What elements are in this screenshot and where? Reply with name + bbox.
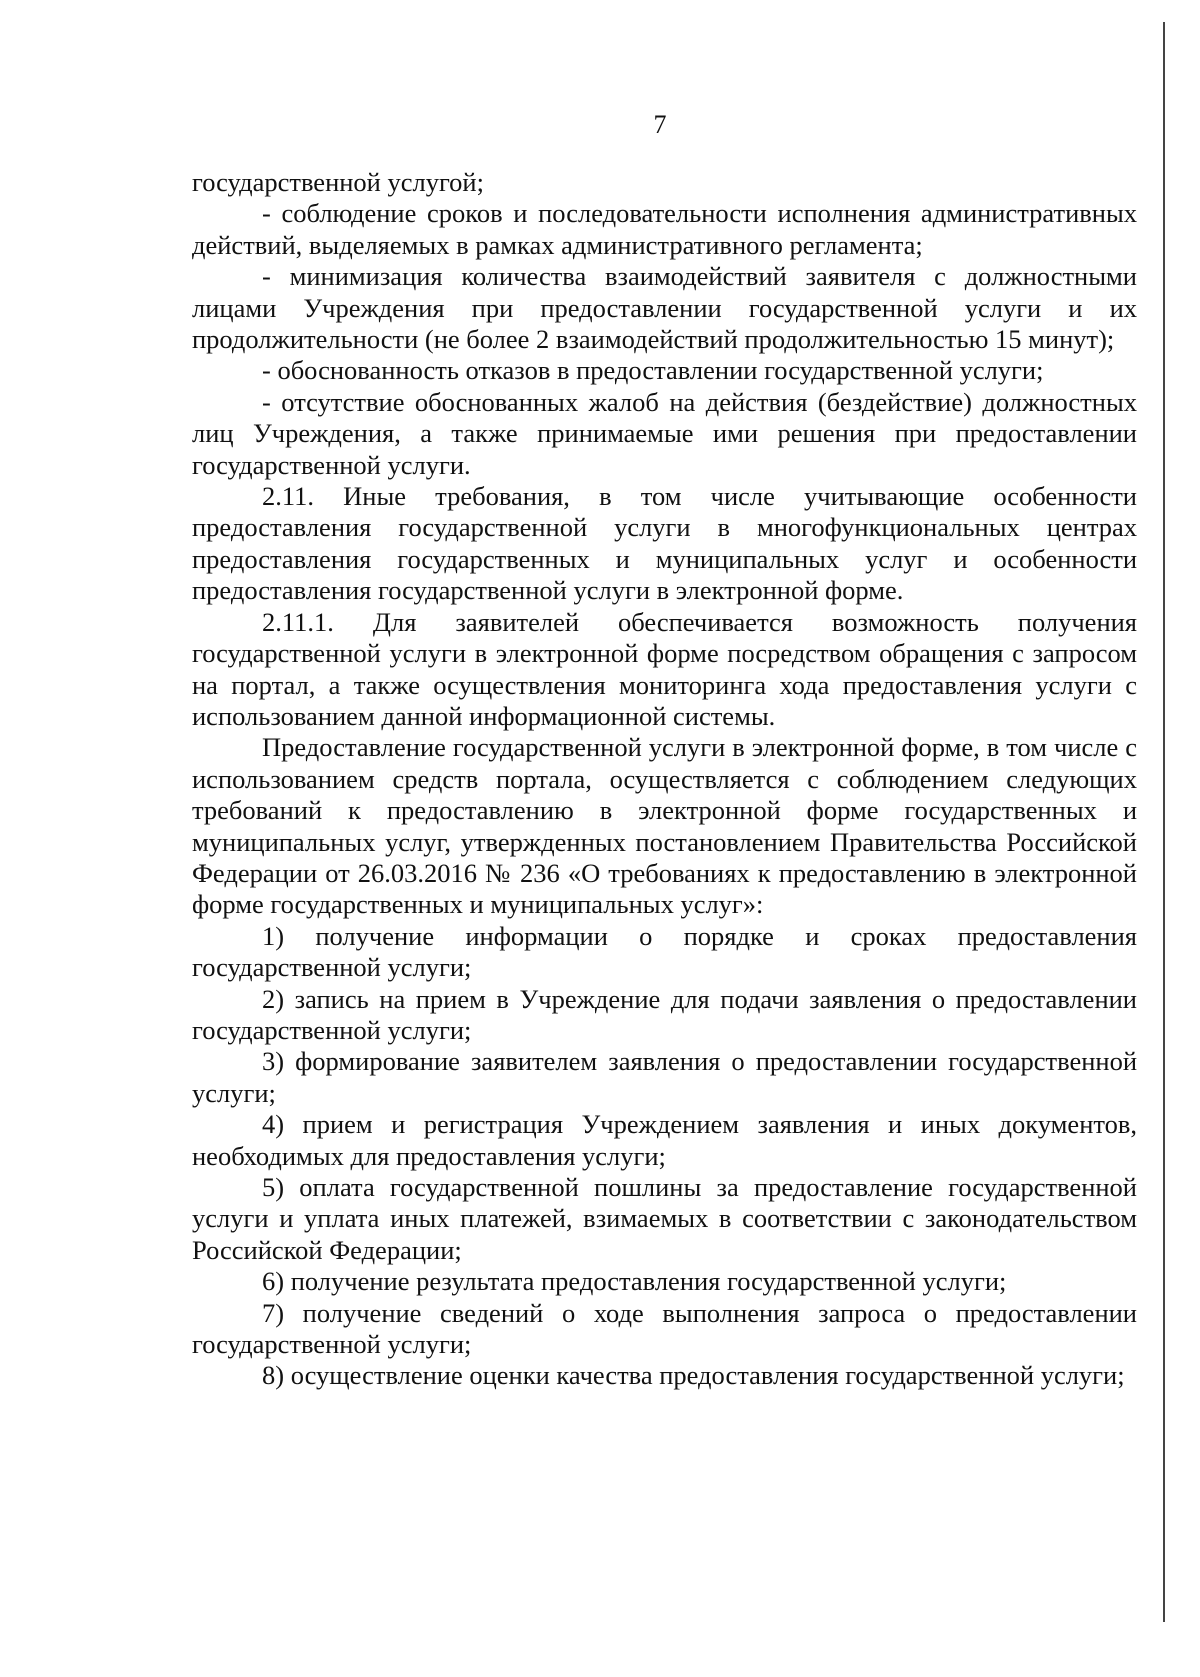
paragraph: Предоставление государственной услуги в электронной форме, в том числе с использованием средств портала, осуществляется с соблюдением следующих требований к предоставлению в электронной форме государственных и муниципальных услуг, утвержденных постановлением Правительства Российской Федерации от 26.03.2016 № 236 «О требованиях к предоставлению в электронной форме государственных и муниципальных услуг»: [192,732,1137,920]
list-item: 6) получение результата предоставления государственной услуги; [262,1266,1007,1297]
paragraph: - обоснованность отказов в предоставлении государственной услуги; [262,355,1044,386]
list-item: 5) оплата государственной пошлины за предоставление государственной услуги и уплата иных платежей, взимаемых в соответствии с законодательством Российской Федерации; [192,1172,1137,1265]
page-number: 7 [653,110,667,139]
list-item: 3) формирование заявителем заявления о предоставлении государственной услуги; [192,1046,1137,1108]
paragraph-continuation: государственной услугой; [192,167,484,197]
paragraph: - соблюдение сроков и последовательности исполнения административных действий, выделяемых в рамках административного регламента; [192,198,1137,260]
section-2-11-1: 2.11.1. Для заявителей обеспечивается возможность получения государственной услуги в электронной форме посредством обращения с запросом на портал, а также осуществления мониторинга хода предоставления услуги с использованием данной информационной системы. [192,606,1137,731]
paragraph: - минимизация количества взаимодействий заявителя с должностными лицами Учреждения при предоставлении государственной услуги и их продолжительности (не более 2 взаимодействий продолжительностью 15 минут); [192,261,1137,355]
list-item: 2) запись на прием в Учреждение для подачи заявления о предоставлении государственной услуги; [192,983,1137,1045]
list-item: 8) осуществление оценки качества предоставления государственной услуги; [262,1360,1125,1391]
list-item: 7) получение сведений о ходе выполнения запроса о предоставлении государственной услуги; [192,1297,1137,1360]
scan-edge-line [1163,22,1165,1622]
paragraph: - отсутствие обоснованных жалоб на действия (бездействие) должностных лиц Учреждения, а также принимаемые ими решения при предоставлении государственной услуги. [192,386,1137,480]
list-item: 4) прием и регистрация Учреждением заявления и иных документов, необходимых для предоставления услуги; [192,1109,1137,1171]
list-item: 1) получение информации о порядке и сроках предоставления государственной услуги; [192,920,1137,983]
document-body [192,167,1137,1392]
section-heading-2-11: 2.11. Иные требования, в том числе учитывающие особенности предоставления государственной услуги в многофункциональных центрах предоставления государственных и муниципальных услуг и особенности предоставления государственной услуги в электронной форме. [192,481,1137,606]
